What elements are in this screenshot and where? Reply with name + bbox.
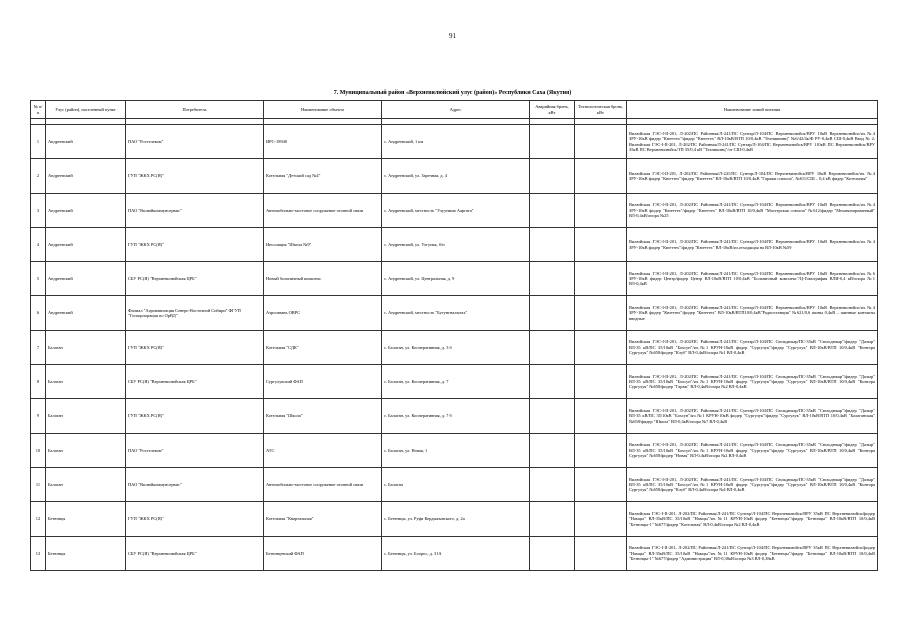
row-consumer: ГУП "ЖКХ РС(Я)" bbox=[126, 502, 264, 536]
table-row bbox=[31, 536, 878, 570]
row-address: с. Балаган bbox=[382, 467, 530, 501]
row-address: с. Балаган, ул. Новая, 1 bbox=[382, 433, 530, 467]
row-reserve bbox=[530, 296, 575, 330]
header-consumer: Потребитель bbox=[126, 101, 264, 119]
row-number: 1 bbox=[31, 125, 46, 159]
row-number: 9 bbox=[31, 399, 46, 433]
row-reserve bbox=[530, 433, 575, 467]
row-address: с. Андреевский, местность "Бутунгналытах" bbox=[382, 296, 530, 330]
row-consumer: ПАО "Ростелеком" bbox=[126, 125, 264, 159]
row-address: с. Бетюнцы, ул. Руфа Кердыкынского, д. 2а bbox=[382, 502, 530, 536]
row-address: с. Андреевский, ул. Центральная, д. 9 bbox=[382, 262, 530, 296]
row-tech-reserve bbox=[575, 536, 627, 570]
row-address: с. Балаган, ул. Кооперативная, д. 3 б bbox=[382, 330, 530, 364]
row-tech-reserve bbox=[575, 467, 627, 501]
power-lines-table bbox=[30, 100, 878, 571]
row-object: Инсоляция "Школа №9" bbox=[264, 227, 382, 261]
row-consumer: Филиал "Аэронавигация Северо-Восточной Сибири" ФГУП "Госкорпорация по ОрВД" bbox=[126, 296, 264, 330]
row-settlement: Бетюнцы bbox=[46, 536, 126, 570]
row-settlement: Андреевский bbox=[46, 296, 126, 330]
header-address: Адрес bbox=[382, 101, 530, 119]
row-consumer: ГУП "ЖКХ РС(Я)" bbox=[126, 399, 264, 433]
row-settlement: Балаган bbox=[46, 433, 126, 467]
row-settlement: Андреевский bbox=[46, 227, 126, 261]
row-consumer: ГУП "ЖКХ РС(Я)" bbox=[126, 330, 264, 364]
row-power-lines: Вилюйская ГЭС-I-II-201, Л-202/ПС Районная/Л-241/ПС Сунтар/Л-104/ПС Сюльдюкар/ПС-35кВ "Сюльдюкар"/фидер "Далыр" ВЛ-35 кВ/ПС 35/10кВ "Бохсун"/яч.№1 КРУН-10кВ фидер "Сургулук"/фидер "Сургулук" ВЛ-10кВ/ВТП 10/0,4кВ "Контора Сургулук" №658/фидер "Гараж" ВЛ-0,4кВ/опора №2 ВЛ-0,4кВ bbox=[627, 365, 878, 399]
row-power-lines: Вилюйская ГЭС-I-II-201, Л-202/ПС Районная/Л-241/ПС Сунтар/Л-104/ПС Верхневилюйск/ВРУ 10кВ Верхневилюйск/яч.№4 ЗРУ-10кВ фидер "Кюеттех"/фидер "Кюеттех" ВЛ-10кВ/ВТП 10/0,4кВ "Мастерская совхоза" №612/фидер "Механизированный" ВЛ-0,4кВ/опора №25 bbox=[627, 193, 878, 227]
row-settlement: Балаган bbox=[46, 330, 126, 364]
row-object: Аэрогавань ОВРС bbox=[264, 296, 382, 330]
row-consumer: ПАО "Ростелеком" bbox=[126, 433, 264, 467]
header-reserve: Аварийная бронь, кВт bbox=[530, 101, 575, 119]
table-row bbox=[31, 125, 878, 159]
header-settlement: Улус (район), населенный пункт bbox=[46, 101, 126, 119]
row-tech-reserve bbox=[575, 399, 627, 433]
row-settlement: Андреевский bbox=[46, 125, 126, 159]
row-number: 4 bbox=[31, 227, 46, 261]
row-tech-reserve bbox=[575, 193, 627, 227]
row-address: с. Андреевский, ул. Заречная, д. 4 bbox=[382, 159, 530, 193]
row-reserve bbox=[530, 536, 575, 570]
row-reserve bbox=[530, 193, 575, 227]
row-object: Новый больничный комплекс bbox=[264, 262, 382, 296]
row-power-lines: Вилюйская ГЭС-I-II-201, Л-202/ПС Районная/Л-241/ПС Сунтар/Л-104/ПС Верхневилюйск/ВРУ 10кВ Верхневилюйск/яч. №4 ЗРУ-10кВ фидер "Кюеттех"/фидер "Кюеттех" ВЛ-10кВ/ВТП 10/0,4кВ "Гаражи совхоза", №611/СШ – 0,4 кВ фидер "Котельная" bbox=[627, 159, 878, 193]
row-settlement: Балаган bbox=[46, 467, 126, 501]
row-power-lines: Вилюйская ГЭС-I-II-201, Л-202/ПС Районная/Л-241/ПС Сунтар/Л-104/ПС Сюльдюкар/ПС-35кВ "Сюльдюкар"/фидер "Далыр" ВЛ-35 кВ/ПС 35/10кВ "Бохсун"/яч.№1 КРУН-10кВ фидер "Сургулук"/фидер "Сургулук" ВЛ-10кВ/ВТП 10/0,4кВ "Контора Сургулук" №658/фидер "Новая" ВЛ-0,4кВ/опора №2 ВЛ-0,4кВ bbox=[627, 433, 878, 467]
row-power-lines: Вилюйская ГЭС-I-II-201, Л-202/ПС Районная/Л-241/ПС Сунтар/Л-104/ПС Верхневилюйск/ВРУ 10кВ Верхневилюйск/яч.№4 ЗРУ-10кВ фидер "Кюеттех"/фидер "Кюеттех" ВЛ-10кВ/яч.отходящая на ВЛ-10кВ №59 bbox=[627, 227, 878, 261]
row-object: Автомобильно-мостовое сооружение отопной связи bbox=[264, 193, 382, 227]
row-number: 5 bbox=[31, 262, 46, 296]
header-tech-reserve: Технологическая бронь, кВт bbox=[575, 101, 627, 119]
row-consumer: ПАО "Вилюйкоммунсервис" bbox=[126, 467, 264, 501]
row-consumer: ГУП "ЖКХ РС(Я)" bbox=[126, 159, 264, 193]
row-power-lines: Вилюйская ГЭС-I-II-201, Л-202/ПС Районная/Л-241/ПС Сунтар/Л-104/ПС Верхневилюйск/ВРУ 10кВ Верхневилюйск/яч.№4 ЗРУ-10кВ фидер "Кюеттех"/фидер "Кюеттех" ВЛ-10кВ/ВТП10/0,4кВ"Радиостанция" №621/0,6 шины 0,4кВ – шинные контакты вводные bbox=[627, 296, 878, 330]
row-tech-reserve bbox=[575, 502, 627, 536]
header-lines: Наименование линий питания bbox=[627, 101, 878, 119]
row-power-lines: Вилюйская ГЭС-I-II-201, Л-202/ПС Районная/Л-241/ПС Сунтар/Л-104/ПС Верхневилюйск/ВРУ 10кВ Верхневилюйск/яч.№6 ЗРУ-10кВ фидер Центр/фидер Центр ВЛ-10кВ/ВТП 10/0,4кВ "Больничный комплекс"/Ц-Гомогрифия ВЛИ-0,4 кВ/опора №1 ВЛ-0,4кВ bbox=[627, 262, 878, 296]
table-row bbox=[31, 399, 878, 433]
table-row bbox=[31, 193, 878, 227]
row-reserve bbox=[530, 125, 575, 159]
row-settlement: Андреевский bbox=[46, 193, 126, 227]
table-header-row bbox=[31, 101, 878, 119]
row-consumer: ГУП "ЖКХ РС(Я)" bbox=[126, 227, 264, 261]
row-number: 6 bbox=[31, 296, 46, 330]
row-object: Котельная "Квартальная" bbox=[264, 502, 382, 536]
table-row bbox=[31, 330, 878, 364]
table-row bbox=[31, 365, 878, 399]
row-reserve bbox=[530, 399, 575, 433]
row-tech-reserve bbox=[575, 330, 627, 364]
row-reserve bbox=[530, 159, 575, 193]
row-power-lines: Вилюйская ГЭС-I-II-201, Л-202/ПС Районная/Л-241/ПС Сунтар/Л-104/ПС Верхневилюйск/ВРУ 35кВ ПС Верхневилюйск/фидер "Намцы" ВЛ-35кВ/ПС 35/10кВ "Намцы"/яч.№11 КРУН-10кВ фидер "Бетюнцы"/фидер "Бетюнцы" ВЛ-10кВ/ВТП 10/0,4кВ "Бетюнцы-1" №677/фидер "Администрация" ВЛ-0,38кВ/опора №3 ВЛ-0,38кВ bbox=[627, 536, 878, 570]
row-reserve bbox=[530, 365, 575, 399]
row-number: 8 bbox=[31, 365, 46, 399]
row-address: с. Андреевский, ул. Улгунья, б/н bbox=[382, 227, 530, 261]
table-row bbox=[31, 467, 878, 501]
row-address: с. Балаган, ул. Кооперативная, д. 7 bbox=[382, 365, 530, 399]
row-settlement: Балаган bbox=[46, 399, 126, 433]
row-object: Котельная "Детский сад №4" bbox=[264, 159, 382, 193]
row-reserve bbox=[530, 330, 575, 364]
row-settlement: Бетюнцы bbox=[46, 502, 126, 536]
row-tech-reserve bbox=[575, 296, 627, 330]
row-address: с. Андреевский, 1 км bbox=[382, 125, 530, 159]
row-address: с. Андреевский, местность "Улуунмиа Ааргата" bbox=[382, 193, 530, 227]
row-consumer: СБУ РС(Я) "Верхневилюйская ЦРБ" bbox=[126, 365, 264, 399]
row-object: АТС bbox=[264, 433, 382, 467]
row-object: Бетюнцевский ФАП bbox=[264, 536, 382, 570]
table-row bbox=[31, 433, 878, 467]
row-number: 12 bbox=[31, 502, 46, 536]
row-tech-reserve bbox=[575, 159, 627, 193]
row-tech-reserve bbox=[575, 433, 627, 467]
row-settlement: Балаган bbox=[46, 365, 126, 399]
row-object: Автомобильно-мостовое сооружение отопной связи bbox=[264, 467, 382, 501]
row-tech-reserve bbox=[575, 365, 627, 399]
row-reserve bbox=[530, 467, 575, 501]
document-title: 7. Муниципальный район «Верхневилюйский улус (район)» Республики Саха (Якутия) bbox=[333, 90, 572, 96]
row-object: Котельная "Школа" bbox=[264, 399, 382, 433]
row-power-lines: Вилюйская ГЭС-I-II-201, Л-202/ПС Районная/Л-241/ПС Сунтар/Л-104/ПС Верхневилюйск/ВРУ 10кВ Верхневилюйск/яч.№4 ЗРУ-10кВ фидер "Кюеттех"/фидер "Кюеттех" ВЛ-10кВ/ВТП 10/0,4кВ "Техникнинц" №6/42/4к/Ф РУ-0,4кВ СШ-0,4кВ Ввод № 2: Вилюйская ГЭС-I-II-201, Л-202/ПС Районная/Л-241/ПС Сунтар/Л-104/ПС Верхневилюйск/ВРУ 110кВ ПС Верхневилюйск/ВРУ 35кВ ПС Верхневилюйск/ТП 35/0,4 кВ "Техникинц"/от СШ-0,4кВ bbox=[627, 125, 878, 159]
row-address: с. Балаган, ул. Кооперативная, д. 7 б bbox=[382, 399, 530, 433]
row-consumer: СБУ РС(Я) "Верхневилюйская ЦРБ" bbox=[126, 536, 264, 570]
row-tech-reserve bbox=[575, 262, 627, 296]
table-row bbox=[31, 502, 878, 536]
row-power-lines: Вилюйская ГЭС-I-II-201, Л-202/ПС Районная/Л-241/ПС Сунтар/Л-104/ПС Сюльдюкар/ПС-35кВ "Сюльдюкар"/фидер "Далыр" ВЛ-35 кВ/ПС 35/10кВ "Бохсун"/яч.№1 КРУН-10кВ фидер "Сургулук"/фидер "Сургулук" ВЛ-10кВ/ВТП 10/0,4кВ "Контора Сургулук" №658/фидер "Клуб" ВЛ-0,4кВ/опора №1 ВЛ-0,4кВ bbox=[627, 330, 878, 364]
table-row bbox=[31, 159, 878, 193]
row-address: с. Бетюнцы, ул. Боорос, д. 31А bbox=[382, 536, 530, 570]
table-row bbox=[31, 296, 878, 330]
row-settlement: Андреевский bbox=[46, 159, 126, 193]
page-number: 91 bbox=[449, 32, 456, 40]
header-num: № п/п bbox=[31, 101, 46, 119]
row-power-lines: Вилюйская ГЭС-I-II-201, Л-202/ПС Районная/Л-241/ПС Сунтар/Л-104/ПС Сюльдюкар/ПС-35кВ "Сюльдюкар"/фидер "Далыр" ВЛ-35 кВ/ПС 35/10кВ "Бохсун"/яч.№1 КРУН-10кВ фидер "Сургулук"/фидер "Сургулук" ВЛ-10кВ/ВТП 10/0,4кВ "Балаганская" №658/фидер "Школа" ВЛ-0,4кВ/опора №7 ВЛ-0,4кВ bbox=[627, 399, 878, 433]
row-number: 11 bbox=[31, 467, 46, 501]
row-reserve bbox=[530, 262, 575, 296]
row-number: 2 bbox=[31, 159, 46, 193]
header-object: Наименование объекта bbox=[264, 101, 382, 119]
row-number: 3 bbox=[31, 193, 46, 227]
row-settlement: Андреевский bbox=[46, 262, 126, 296]
row-object: Сургулукский ФАП bbox=[264, 365, 382, 399]
row-number: 7 bbox=[31, 330, 46, 364]
row-power-lines: Вилюйская ГЭС-I-II-201, Л-202/ПС Районная/Л-241/ПС Сунтар/Л-104/ПС Верхневилюйск/ВРУ 35кВ ПС Верхневилюйск/фидер "Намцы" ВЛ-35кВ/ПС 35/10кВ "Намцы"/яч.№11 КРУН-10кВ фидер "Бетюнцы"/фидер "Бетюнцы" ВЛ-10кВ/ВТП 10/0,4кВ "Бетюнцы-1" №677/фидер "Котельная" ВЛ-0,4кВ/опора №2 ВЛ-0,4кВ bbox=[627, 502, 878, 536]
row-consumer: ПАО "Вилюйкоммунсервис" bbox=[126, 193, 264, 227]
row-object: Котельная "СДК" bbox=[264, 330, 382, 364]
table-row bbox=[31, 227, 878, 261]
row-tech-reserve bbox=[575, 227, 627, 261]
row-tech-reserve bbox=[575, 125, 627, 159]
row-power-lines: Вилюйская ГЭС-I-II-201, Л-202/ПС Районная/Л-241/ПС Сунтар/Л-104/ПС Сюльдюкар/ПС-35кВ "Сюльдюкар"/фидер "Далыр" ВЛ-35 кВ/ПС 35/10кВ "Бохсун"/яч.№1 КРУН-10кВ фидер "Сургулук"/фидер "Сургулук" ВЛ-10кВ/ВТП 10/0,4кВ "Контора Сургулук" №658/фидер "Клуб" ВЛ-0,4кВ/опора №4 ВЛ-0,4кВ bbox=[627, 467, 878, 501]
row-reserve bbox=[530, 227, 575, 261]
row-number: 13 bbox=[31, 536, 46, 570]
row-reserve bbox=[530, 502, 575, 536]
row-object: ИРС-18940 bbox=[264, 125, 382, 159]
row-consumer: СБУ РС(Я) "Верхневилюйская ЦРБ" bbox=[126, 262, 264, 296]
table-row bbox=[31, 262, 878, 296]
row-number: 10 bbox=[31, 433, 46, 467]
